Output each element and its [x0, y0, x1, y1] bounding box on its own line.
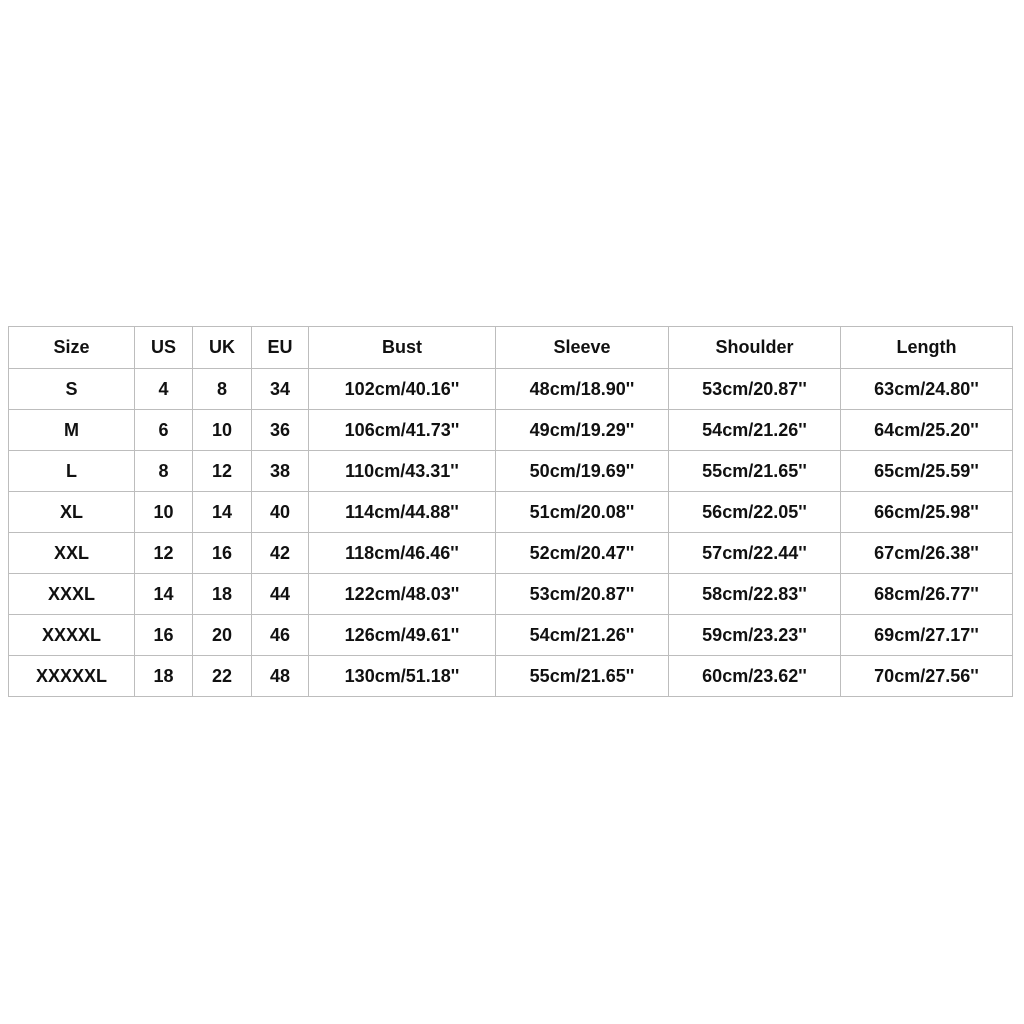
- table-row: [9, 656, 1013, 697]
- cell-uk: 14: [193, 492, 252, 533]
- cell-uk: 10: [193, 410, 252, 451]
- cell-us: 16: [135, 615, 193, 656]
- cell-bust: 126cm/49.61'': [309, 615, 496, 656]
- header-shoulder: Shoulder: [669, 327, 841, 369]
- cell-length: 68cm/26.77'': [841, 574, 1013, 615]
- cell-bust: 102cm/40.16'': [309, 369, 496, 410]
- header-eu: EU: [252, 327, 309, 369]
- cell-sleeve: 51cm/20.08'': [496, 492, 669, 533]
- cell-eu: 36: [252, 410, 309, 451]
- cell-size: L: [9, 451, 135, 492]
- cell-uk: 8: [193, 369, 252, 410]
- cell-length: 65cm/25.59'': [841, 451, 1013, 492]
- cell-size: XXXL: [9, 574, 135, 615]
- cell-us: 8: [135, 451, 193, 492]
- header-sleeve: Sleeve: [496, 327, 669, 369]
- cell-size: M: [9, 410, 135, 451]
- cell-us: 18: [135, 656, 193, 697]
- cell-sleeve: 49cm/19.29'': [496, 410, 669, 451]
- cell-sleeve: 50cm/19.69'': [496, 451, 669, 492]
- cell-length: 63cm/24.80'': [841, 369, 1013, 410]
- table-row: [9, 492, 1013, 533]
- cell-us: 12: [135, 533, 193, 574]
- cell-eu: 38: [252, 451, 309, 492]
- cell-bust: 110cm/43.31'': [309, 451, 496, 492]
- header-length: Length: [841, 327, 1013, 369]
- cell-shoulder: 58cm/22.83'': [669, 574, 841, 615]
- cell-us: 14: [135, 574, 193, 615]
- header-us: US: [135, 327, 193, 369]
- cell-us: 4: [135, 369, 193, 410]
- cell-eu: 40: [252, 492, 309, 533]
- size-chart-table: [8, 326, 1013, 697]
- cell-shoulder: 59cm/23.23'': [669, 615, 841, 656]
- cell-bust: 122cm/48.03'': [309, 574, 496, 615]
- table-row: [9, 410, 1013, 451]
- cell-uk: 20: [193, 615, 252, 656]
- cell-length: 70cm/27.56'': [841, 656, 1013, 697]
- cell-shoulder: 57cm/22.44'': [669, 533, 841, 574]
- cell-sleeve: 52cm/20.47'': [496, 533, 669, 574]
- cell-bust: 114cm/44.88'': [309, 492, 496, 533]
- cell-sleeve: 53cm/20.87'': [496, 574, 669, 615]
- table-row: [9, 369, 1013, 410]
- header-uk: UK: [193, 327, 252, 369]
- cell-length: 64cm/25.20'': [841, 410, 1013, 451]
- cell-uk: 12: [193, 451, 252, 492]
- header-size: Size: [9, 327, 135, 369]
- cell-bust: 118cm/46.46'': [309, 533, 496, 574]
- cell-us: 6: [135, 410, 193, 451]
- cell-length: 69cm/27.17'': [841, 615, 1013, 656]
- table-row: [9, 533, 1013, 574]
- cell-uk: 16: [193, 533, 252, 574]
- cell-shoulder: 60cm/23.62'': [669, 656, 841, 697]
- header-row: [9, 327, 1013, 369]
- cell-bust: 106cm/41.73'': [309, 410, 496, 451]
- cell-eu: 44: [252, 574, 309, 615]
- cell-size: XXXXL: [9, 615, 135, 656]
- cell-shoulder: 55cm/21.65'': [669, 451, 841, 492]
- header-bust: Bust: [309, 327, 496, 369]
- cell-uk: 18: [193, 574, 252, 615]
- cell-eu: 34: [252, 369, 309, 410]
- cell-uk: 22: [193, 656, 252, 697]
- cell-length: 66cm/25.98'': [841, 492, 1013, 533]
- cell-us: 10: [135, 492, 193, 533]
- cell-size: XXXXXL: [9, 656, 135, 697]
- table-row: [9, 451, 1013, 492]
- table-row: [9, 574, 1013, 615]
- table-row: [9, 615, 1013, 656]
- cell-shoulder: 56cm/22.05'': [669, 492, 841, 533]
- cell-bust: 130cm/51.18'': [309, 656, 496, 697]
- cell-size: XL: [9, 492, 135, 533]
- cell-sleeve: 55cm/21.65'': [496, 656, 669, 697]
- cell-sleeve: 48cm/18.90'': [496, 369, 669, 410]
- cell-size: S: [9, 369, 135, 410]
- cell-size: XXL: [9, 533, 135, 574]
- cell-eu: 42: [252, 533, 309, 574]
- cell-length: 67cm/26.38'': [841, 533, 1013, 574]
- cell-shoulder: 53cm/20.87'': [669, 369, 841, 410]
- cell-shoulder: 54cm/21.26'': [669, 410, 841, 451]
- cell-sleeve: 54cm/21.26'': [496, 615, 669, 656]
- cell-eu: 48: [252, 656, 309, 697]
- cell-eu: 46: [252, 615, 309, 656]
